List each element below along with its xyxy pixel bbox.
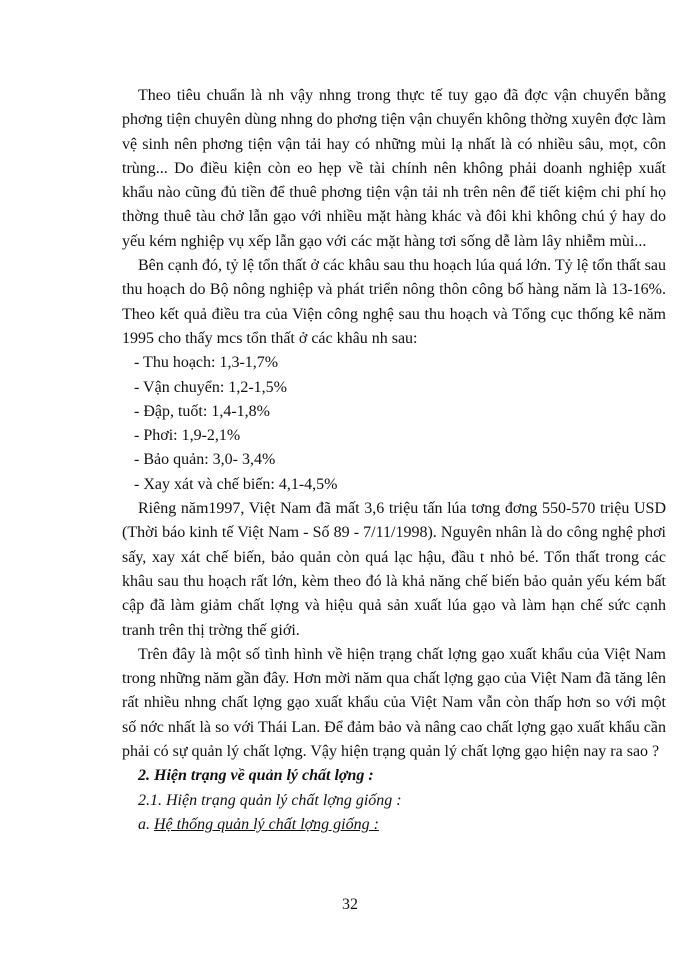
loss-item-drying: - Phơi: 1,9-2,1%: [134, 427, 241, 445]
section-heading-2: 2. Hiện trạng về quản lý chất lợng :: [138, 767, 374, 785]
page-number: 32: [342, 896, 358, 913]
paragraph-1997: Riêng năm1997, Việt Nam đã mất 3,6 triệu tấn lúa tơng đơng 550-570 triệu USD (Thời báo kinh tế Việt Nam - Số 89 - 7/11/1998). Nguyên nhân là do công nghệ phơi sấy, xay xát chế biến, bảo quản còn quá lạc hậu, đầu t nhỏ bé. Tổn thất trong các khâu sau thu hoạch rất lớn, kèm theo đó là khả năng chế biến bảo quản yếu kém bất cập đã làm giảm chất lợng và hiệu quả sản xuất lúa gạo và làm hạn chế sức cạnh tranh trên thị trờng thế giới.: [122, 500, 666, 639]
body-text: [122, 84, 666, 837]
loss-item-threshing: - Đập, tuốt: 1,4-1,8%: [134, 402, 270, 420]
paragraph-losses-intro: Bên cạnh đó, tỷ lệ tổn thất ở các khâu sau thu hoạch lúa quá lớn. Tỷ lệ tổn thất sau thu hoạch do Bộ nông nghiệp và phát triển nông thôn công bố hàng năm là 13-16%. Theo kết quả điều tra của Viện công nghệ sau thu hoạch và Tổng cục thống kê năm 1995 cho thấy mcs tổn thất ở các khâu nh sau:: [122, 257, 666, 347]
heading-a-text: Hệ thống quản lý chất lợng giống :: [154, 815, 379, 833]
section-heading-2-1: 2.1. Hiện trạng quản lý chất lợng giống :: [138, 791, 402, 809]
loss-item-milling: - Xay xát và chế biến: 4,1-4,5%: [134, 475, 338, 493]
loss-list: [122, 351, 666, 497]
section-heading-a: [122, 813, 666, 837]
heading-a-prefix: a.: [138, 815, 154, 833]
paragraph-summary: Trên đây là một số tình hình về hiện trạng chất lợng gạo xuất khẩu của Việt Nam trong những năm gần đây. Hơn mời năm qua chất lợng gạo của Việt Nam đã tăng lên rất nhiều nhng chất lợng gạo xuất khẩu của Việt Nam vẫn còn thấp hơn so với một số nớc nhất là so với Thái Lan. Để đảm bảo và nâng cao chất lợng gạo xuất khẩu cần phải có sự quản lý chất lợng. Vậy hiện trạng quản lý chất lợng gạo hiện nay ra sao ?: [122, 645, 666, 761]
paragraph-transport: Theo tiêu chuẩn là nh vậy nhng trong thực tế tuy gạo đã đợc vận chuyển bằng phơng tiện chuyên dùng nhng do phơng tiện vận chuyển không thờng xuyên đợc làm vệ sinh nên phơng tiện vận tải hay có những mùi lạ nhất là có nhiều sâu, mọt, côn trùng... Do điều kiện còn eo hẹp về tài chính nên không phải doanh nghiệp xuất khẩu nào cũng đủ tiền để thuê phơng tiện vận tải nh trên nên để tiết kiệm chi phí họ thờng thuê tàu chở lẫn gạo với nhiều mặt hàng khác và đôi khi không chú ý hay do yếu kém nghiệp vụ xếp lẫn gạo với các mặt hàng tơi sống dễ làm lây nhiễm mùi...: [122, 87, 666, 250]
loss-item-storage: - Bảo quản: 3,0- 3,4%: [134, 451, 276, 469]
loss-item-transport: - Vận chuyển: 1,2-1,5%: [134, 378, 287, 396]
loss-item-harvest: - Thu hoạch: 1,3-1,7%: [134, 354, 279, 372]
